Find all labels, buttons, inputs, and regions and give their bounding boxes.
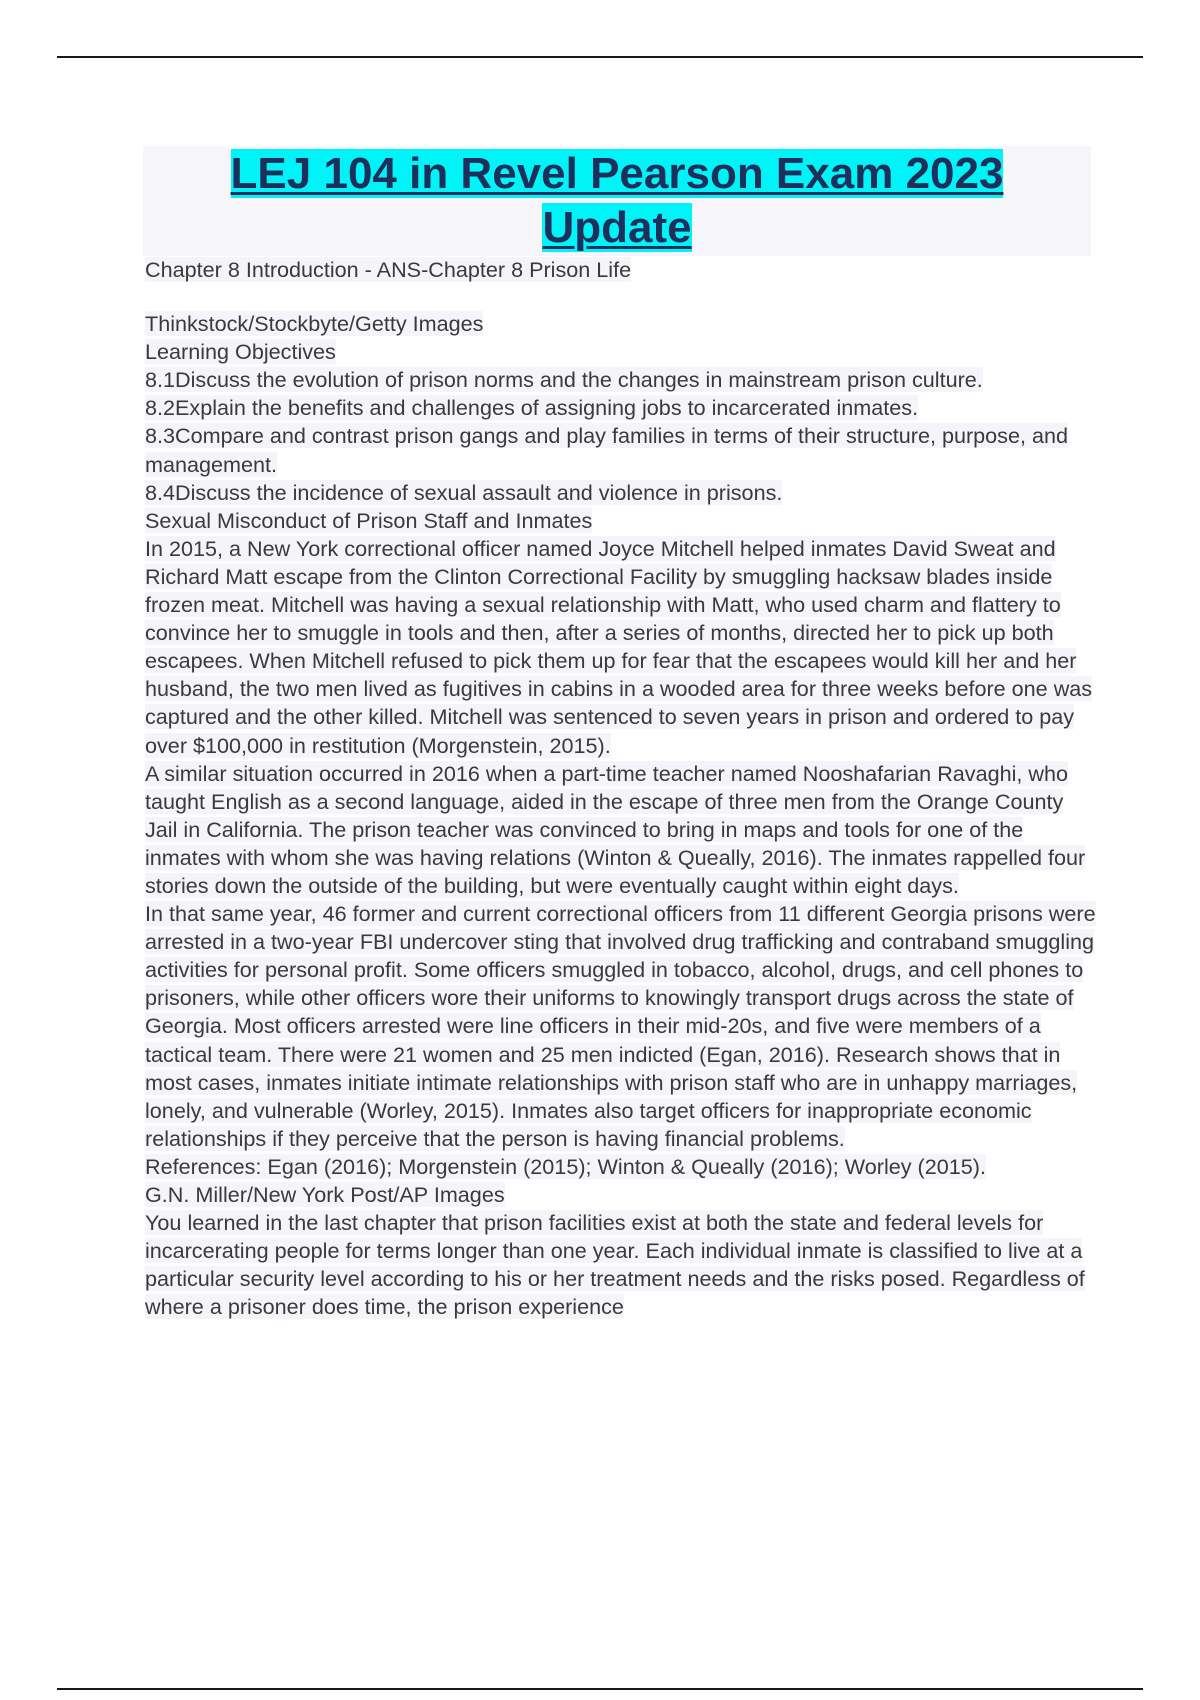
paragraph-mitchell: In 2015, a New York correctional officer named Joyce Mitchell helped inmates David Sweat and Richard Matt escape from the Clinton Correctional Facility by smuggling hacksaw blades inside frozen meat. Mitchell was having a sexual relationship with Matt, who used charm and flattery to convince her to smuggle in tools and then, after a series of months, directed her to pick up both escapees. When Mitchell refused to pick them up for fear that the escapees would kill her and her husband, the two men lived as fugitives in cabins in a wooded area for three weeks before one was captured and the other killed. Mitchell was sentenced to seven years in prison and ordered to pay over $100,000 in restitution (Morgenstein, 2015). (145, 535, 1093, 758)
objective-8-2: 8.2Explain the benefits and challenges of assigning jobs to incarcerated inmates. (145, 395, 919, 421)
paragraph-ravaghi: A similar situation occurred in 2016 when a part-time teacher named Nooshafarian Ravaghi, who taught English as a second language, aided in the escape of three men from the Orange County Jail in California. The prison teacher was convinced to bring in maps and tools for one of the inmates with whom she was having relations (Winton & Queally, 2016). The inmates rappelled four stories down the outside of the building, but were eventually caught within eight days. (145, 760, 1086, 898)
image-credit-2: G.N. Miller/New York Post/AP Images (145, 1182, 505, 1207)
paragraph-georgia: In that same year, 46 former and current correctional officers from 11 different Georgia prisons were arrested in a two-year FBI undercover sting that involved drug trafficking and contraband smuggling activities for personal profit. Some officers smuggled in tobacco, alcohol, drugs, and cell phones to prisoners, while other officers wore their uniforms to knowingly transport drugs across the state of Georgia. Most officers arrested were line officers in their mid-20s, and five were members of a tactical team. There were 21 women and 25 men indicted (Egan, 2016). Research shows that in most cases, inmates initiate intimate relationships with prison staff who are in unhappy marriages, lonely, and vulnerable (Worley, 2015). Inmates also target officers for inappropriate economic relationships if they perceive that the person is having financial problems. (145, 901, 1096, 1151)
objective-8-3: 8.3Compare and contrast prison gangs and play families in terms of their structure, purpose, and management. (145, 423, 1069, 477)
bottom-divider (57, 1688, 1143, 1690)
references: References: Egan (2016); Morgenstein (2015); Winton & Queally (2016); Worley (2015). (145, 1153, 986, 1179)
title-line-2: Update (542, 203, 692, 252)
chapter-heading: Chapter 8 Introduction - ANS-Chapter 8 Prison Life (145, 257, 632, 282)
top-divider (57, 56, 1143, 58)
objective-8-1: 8.1Discuss the evolution of prison norms and the changes in mainstream prison culture. (145, 367, 983, 393)
section-heading: Sexual Misconduct of Prison Staff and Inmates (145, 507, 593, 533)
document-title (143, 146, 1091, 255)
objective-8-4: 8.4Discuss the incidence of sexual assault and violence in prisons. (145, 479, 783, 505)
image-credit: Thinkstock/Stockbyte/Getty Images (145, 311, 484, 337)
title-line-1: LEJ 104 in Revel Pearson Exam 2023 (230, 149, 1004, 198)
learning-objectives-heading: Learning Objectives (145, 339, 336, 365)
document-body (145, 256, 1101, 1321)
title-block (143, 146, 1091, 256)
paragraph-classification: You learned in the last chapter that prison facilities exist at both the state and federal levels for incarcerating people for terms longer than one year. Each individual inmate is classified to live at a particular security level according to his or her treatment needs and the risks posed. Regardless of where a prisoner does time, the prison experience (145, 1210, 1085, 1320)
